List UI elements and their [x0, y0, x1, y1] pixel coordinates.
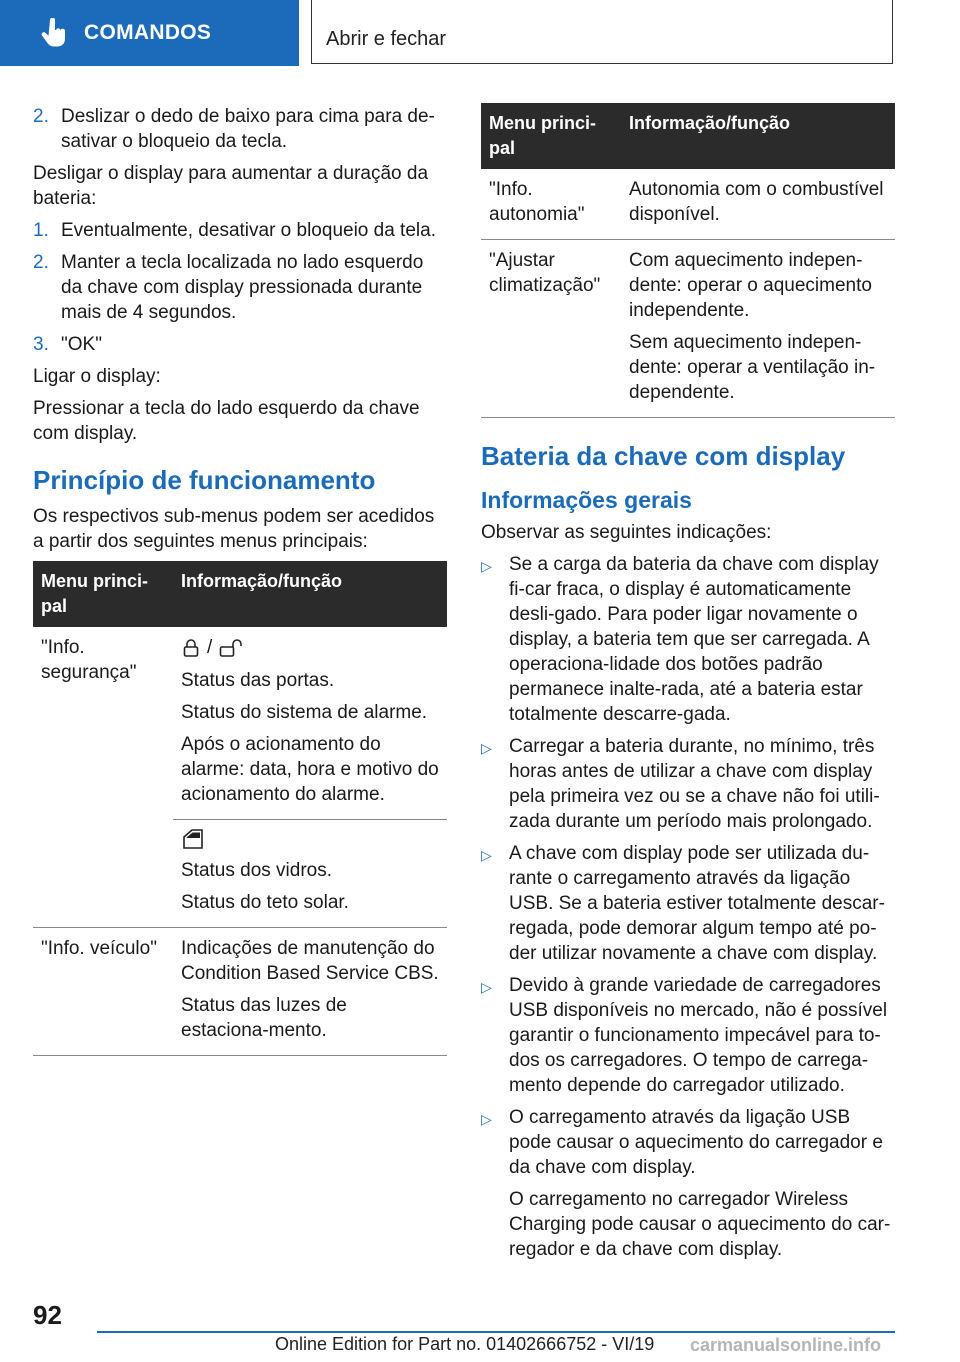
column-header-info: Informação/função [621, 103, 895, 169]
menu-cell: "Info. autonomia" [481, 169, 621, 240]
list-item [481, 552, 895, 727]
section-label: COMANDOS [84, 21, 212, 44]
bullet-text-block [509, 1105, 895, 1269]
step-text: "OK" [61, 334, 102, 355]
list-item [33, 250, 447, 325]
table-row [481, 169, 895, 240]
chapter-tab [311, 0, 893, 64]
paragraph-observe: Observar as seguintes indicações: [481, 522, 772, 543]
menu-cell: "Info. veículo" [33, 928, 173, 1056]
column-header-info: Informação/função [173, 561, 447, 627]
step-number: 1. [33, 220, 49, 241]
subheading-general: Informações gerais [481, 487, 692, 513]
edition-text: Online Edition for Part no. 01402666752 - VI/19 [275, 1334, 655, 1354]
info-cell [621, 169, 895, 240]
icon-separator: / [207, 637, 213, 658]
bullet-triangle-icon: ▷ [481, 979, 492, 995]
lock-open-icon [218, 638, 244, 658]
bullet-triangle-icon: ▷ [481, 558, 492, 574]
page-number: 92 [33, 1300, 62, 1330]
footer-divider [97, 1331, 895, 1333]
list-item [33, 218, 447, 243]
hand-pointer-icon [40, 18, 68, 48]
step-number: 3. [33, 334, 49, 355]
step-number: 2. [33, 106, 49, 127]
display-off-steps [33, 218, 447, 357]
bullet-text: Devido à grande variedade de carregadores USB disponíveis no mercado, não é possível garantir o funcionamento impecável para to-dos os carregadores. O tempo de carrega-mento depende do carregador utilizado. [509, 975, 888, 1096]
bullet-text: O carregamento através da ligação USB pode causar o aquecimento do carregador e da chave com display. [509, 1107, 883, 1178]
heading-principle: Princípio de funcionamento [33, 465, 376, 495]
column-header-menu: Menu princi-pal [33, 561, 173, 627]
table-header-row [33, 561, 447, 627]
step-text: Deslizar o dedo de baixo para cima para de-sativar o bloqueio da tecla. [61, 106, 435, 152]
heading-battery: Bateria da chave com display [481, 441, 846, 471]
info-cell [173, 820, 447, 928]
list-item [481, 734, 895, 834]
table-header-row [481, 103, 895, 169]
info-cell [173, 928, 447, 1056]
main-menu-table [33, 561, 447, 1056]
chapter-label: Abrir e fechar [326, 28, 447, 50]
info-cell [621, 240, 895, 418]
step-text: Eventualmente, desativar o bloqueio da tela. [61, 220, 436, 241]
paragraph-menus-intro: Os respectivos sub-menus podem ser acedidos a partir dos seguintes menus principais: [33, 506, 435, 552]
bullet-text: Se a carga da bateria da chave com display fi-car fraca, o display é automaticamente desli-gado. Para poder ligar novamente o display, a bateria tem que ser carregada. A operaciona-lidade dos botões padrão permanece inalte-rada, até a bateria estar totalmente descarre-gada. [509, 554, 879, 725]
table-row [33, 928, 447, 1056]
info-cell [173, 627, 447, 820]
info-text: Status das luzes de estaciona-mento. [181, 995, 347, 1041]
list-item [481, 973, 895, 1098]
lock-closed-icon [181, 638, 201, 658]
info-text: Status do sistema de alarme. [181, 702, 428, 723]
bullet-triangle-icon: ▷ [481, 1111, 492, 1127]
main-menu-table-continued [481, 103, 895, 418]
bullet-text: O carregamento no carregador Wireless Charging pode causar o aquecimento do car-regador e da chave com display. [509, 1189, 891, 1260]
table-row [481, 240, 895, 418]
menu-cell: "Ajustar climatização" [481, 240, 621, 418]
window-icon-row [181, 828, 439, 850]
watermark: carmanualsonline.info [690, 1335, 882, 1355]
list-item [33, 104, 447, 154]
info-text: Sem aquecimento indepen-dente: operar a ventilação in-dependente. [629, 332, 876, 403]
info-text: Com aquecimento indepen-dente: operar o aquecimento independente. [629, 250, 872, 321]
column-header-menu: Menu princi-pal [481, 103, 621, 169]
bullet-text: A chave com display pode ser utilizada du-rante o carregamento através da ligação USB. Se a bateria estiver totalmente descar-regada, pode demorar algum tempo até po-der utilizar novamente a chave com display. [509, 843, 885, 964]
left-column [33, 104, 447, 1056]
menu-cell: "Info. segurança" [33, 627, 173, 928]
table-row [33, 627, 447, 820]
car-window-icon [181, 828, 205, 850]
battery-notes-list [481, 552, 895, 1269]
info-text: Após o acionamento do alarme: data, hora e motivo do acionamento do alarme. [181, 734, 439, 805]
paragraph-press-key: Pressionar a tecla do lado esquerdo da chave com display. [33, 398, 420, 444]
info-text: Status do teto solar. [181, 892, 349, 913]
list-item [481, 1105, 895, 1269]
list-item [33, 332, 447, 357]
bullet-triangle-icon: ▷ [481, 847, 492, 863]
info-text: Indicações de manutenção do Condition Based Service CBS. [181, 938, 439, 984]
info-text: Status das portas. [181, 670, 335, 691]
info-text: Status dos vidros. [181, 860, 333, 881]
bullet-text: Carregar a bateria durante, no mínimo, três horas antes de utilizar a chave com display pela primeira vez ou se a chave não foi utili-zada durante um período mais prolongado. [509, 736, 880, 832]
bullet-triangle-icon: ▷ [481, 740, 492, 756]
unlock-steps [33, 104, 447, 154]
lock-icons [181, 635, 439, 660]
paragraph-display-off: Desligar o display para aumentar a duração da bateria: [33, 163, 429, 209]
step-text: Manter a tecla localizada no lado esquerdo da chave com display pressionada durante mais de 4 segundos. [61, 252, 424, 323]
step-number: 2. [33, 252, 49, 273]
right-column [481, 103, 895, 1276]
list-item [481, 841, 895, 966]
info-text: Autonomia com o combustível disponível. [629, 179, 884, 225]
section-tab [0, 0, 299, 66]
paragraph-display-on: Ligar o display: [33, 366, 161, 387]
